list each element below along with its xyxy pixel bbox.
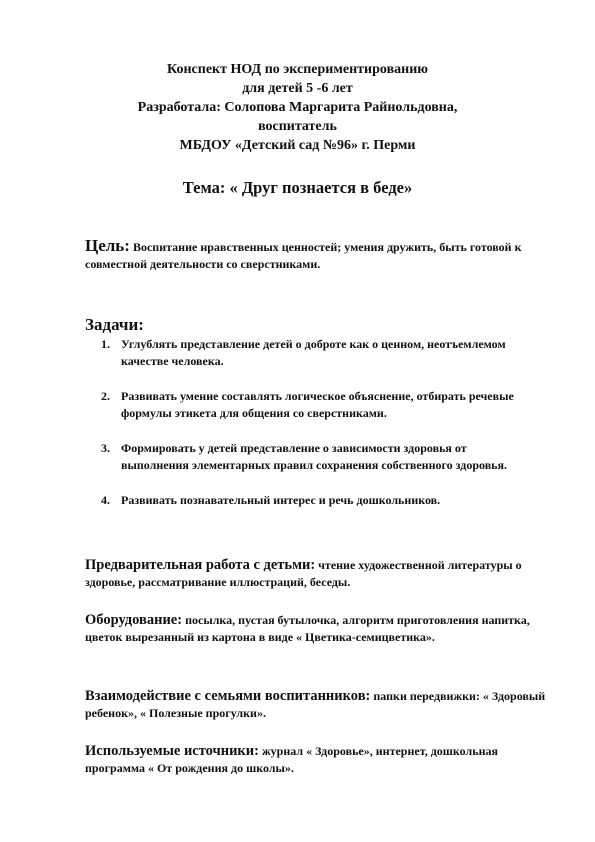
sources-text: журнал « Здоровье», интернет, дошкольная программа « От рождения до школы». <box>85 744 498 775</box>
task-text: Развивать познавательный интерес и речь дошкольников. <box>121 493 441 507</box>
tasks-list <box>101 336 531 527</box>
task-item <box>101 388 531 422</box>
goal-label: Цель: <box>85 236 130 255</box>
header-title: Конспект НОД по экспериментированию <box>167 62 428 77</box>
header-position: воспитатель <box>258 119 337 134</box>
goal-section <box>85 237 555 273</box>
task-text: Углублять представление детей о доброте как о ценном, неотъемлемом качестве человека. <box>121 337 506 368</box>
header-organization: МБДОУ «Детский сад №96» г. Перми <box>179 138 416 153</box>
task-number: 4. <box>101 493 110 507</box>
topic-title: Тема: « Друг познается в беде» <box>182 178 413 197</box>
family-label: Взаимодействие с семьями воспитанников: <box>85 688 371 704</box>
family-section <box>85 688 555 722</box>
equipment-text: посылка, пустая бутылочка, алгоритм приготовления напитка, цветок вырезанный из картона в виде « Цветика-семицветика». <box>85 613 530 644</box>
task-item <box>101 492 531 509</box>
task-item <box>101 336 531 370</box>
task-number: 1. <box>101 337 110 351</box>
sources-label: Используемые источники: <box>85 743 259 759</box>
task-number: 2. <box>101 389 110 403</box>
sources-section <box>85 743 555 777</box>
document-header <box>0 60 595 155</box>
prelim-label: Предварительная работа с детьми: <box>85 557 316 573</box>
task-item <box>101 440 531 474</box>
goal-text: Воспитание нравственных ценностей; умения дружить, быть готовой к совместной деятельности со сверстниками. <box>85 240 522 271</box>
equipment-section <box>85 612 555 646</box>
prelim-text: чтение художественной литературы о здоровье, рассматривание иллюстраций, беседы. <box>85 558 522 589</box>
tasks-label: Задачи: <box>85 315 144 334</box>
task-text: Формировать у детей представление о зависимости здоровья от выполнения элементарных правил сохранения собственного здоровья. <box>121 441 508 472</box>
prelim-section <box>85 557 555 591</box>
equipment-label: Оборудование: <box>85 612 183 628</box>
task-text: Развивать умение составлять логическое объяснение, отбирать речевые формулы этикета для общения со сверстниками. <box>121 389 514 420</box>
task-number: 3. <box>101 441 110 455</box>
header-author: Разработала: Солопова Маргарита Райнольдовна, <box>137 100 458 115</box>
family-text: папки передвижки: « Здоровый ребенок», « Полезные прогулки». <box>85 689 546 720</box>
header-age: для детей 5 -6 лет <box>242 81 353 96</box>
